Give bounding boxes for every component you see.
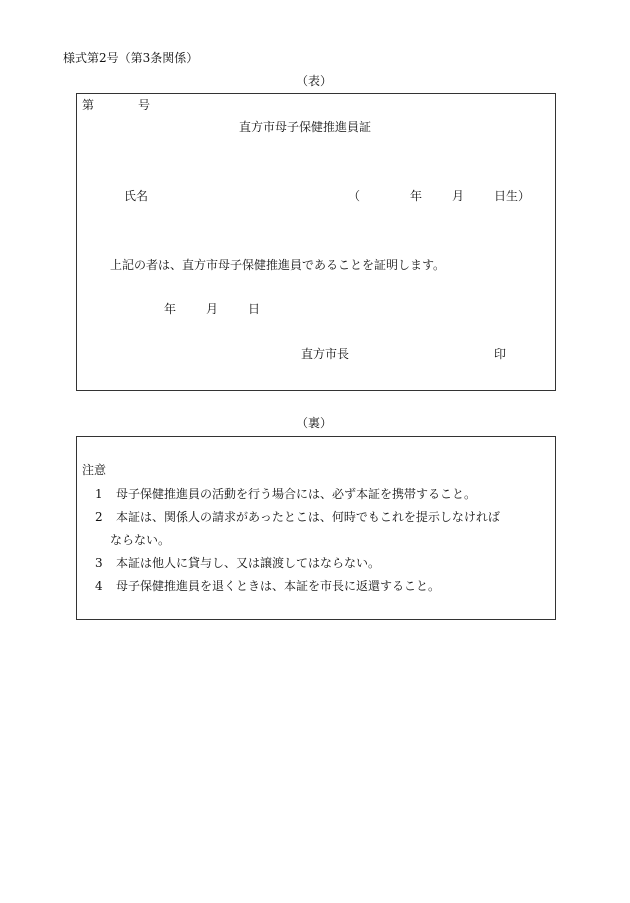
number-suffix: 号 — [138, 98, 151, 112]
note-number: 4 — [95, 579, 103, 593]
note-text: 本証は他人に貸与し、又は譲渡してはならない。 — [116, 556, 381, 570]
notes-heading: 注意 — [82, 463, 107, 477]
date-year-label: 年 — [164, 302, 177, 316]
seal-mark: 印 — [494, 347, 507, 361]
birth-year-label: 年 — [410, 189, 423, 203]
date-month-label: 月 — [206, 302, 219, 316]
number-label: 第 — [82, 98, 95, 112]
note-number: 2 — [95, 510, 103, 524]
name-label: 氏名 — [124, 189, 149, 203]
note-text-continued: ならない。 — [110, 533, 171, 547]
note-text: 母子保健推進員の活動を行う場合には、必ず本証を携帯すること。 — [116, 487, 477, 501]
issuer: 直方市長 — [301, 347, 350, 361]
birth-month-label: 月 — [452, 189, 465, 203]
date-day-label: 日 — [248, 302, 261, 316]
front-side-label: （表） — [296, 74, 333, 88]
note-number: 1 — [95, 487, 103, 501]
note-text: 本証は、関係人の請求があったとこは、何時でもこれを提示しなければ — [116, 510, 500, 524]
note-text: 母子保健推進員を退くときは、本証を市長に返還すること。 — [116, 579, 441, 593]
birth-day-label: 日生） — [494, 189, 531, 203]
certification-text: 上記の者は、直方市母子保健推進員であることを証明します。 — [110, 258, 446, 272]
form-number: 様式第2号（第3条関係） — [63, 51, 199, 65]
card-title: 直方市母子保健推進員証 — [239, 120, 372, 134]
note-number: 3 — [95, 556, 103, 570]
back-side-label: （裏） — [296, 416, 333, 430]
birth-open-paren: （ — [348, 189, 361, 203]
